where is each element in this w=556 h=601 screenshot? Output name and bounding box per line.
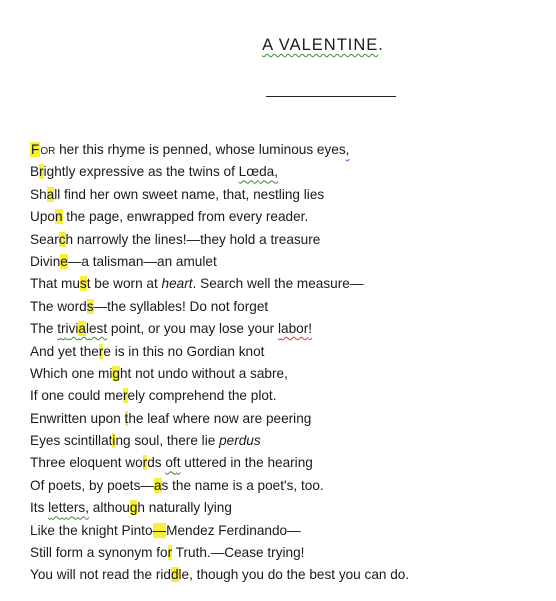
acrostic-highlight: — xyxy=(152,522,167,538)
acrostic-highlight: r xyxy=(167,545,173,561)
acrostic-highlight: r xyxy=(123,388,128,404)
acrostic-highlight: s xyxy=(86,298,94,314)
poem-line-19: Still form a synonym for Truth.—Cease trying! xyxy=(30,545,305,561)
poem-line-11: Which one might not undo without a sabre, xyxy=(30,365,288,381)
poem-line-14: Eyes scintillating soul, there lie perdus xyxy=(30,433,261,449)
poem-line-15: Three eloquent words oft uttered in the hearing xyxy=(30,455,313,471)
acrostic-highlight: a xyxy=(78,321,86,337)
acrostic-highlight: r xyxy=(142,455,148,471)
acrostic-highlight: a xyxy=(153,477,162,493)
poem-line-12: If one could merely comprehend the plot. xyxy=(30,388,277,404)
poem-line-9: The trivialest point, or you may lose your labor! xyxy=(30,321,313,337)
poem-title: A VALENTINE. xyxy=(262,36,384,54)
acrostic-highlight: r xyxy=(39,164,44,180)
poem-line-13: Enwritten upon the leaf where now are peering xyxy=(30,410,312,426)
acrostic-highlight: g xyxy=(129,500,138,516)
poem-line-8: The words—the syllables! Do not forget xyxy=(30,298,269,314)
poem-line-6: Divine—a talisman—an amulet xyxy=(30,253,217,269)
poem-line-16: Of poets, by poets—as the name is a poet's, too. xyxy=(30,477,324,493)
poem-line-5: Search narrowly the lines!—they hold a treasure xyxy=(30,231,321,247)
acrostic-highlight: i xyxy=(112,433,116,449)
poem-body xyxy=(30,139,540,587)
poem-line-4: Upon the page, enwrapped from every reader. xyxy=(30,209,309,225)
acrostic-highlight: a xyxy=(46,186,55,202)
poem-line-1: For her this rhyme is penned, whose luminous eyes, xyxy=(31,142,350,157)
acrostic-highlight: g xyxy=(112,365,120,381)
poem-line-20: You will not read the riddle, though you do the best you can do. xyxy=(30,567,410,583)
acrostic-highlight: d xyxy=(170,567,179,583)
acrostic-highlight: F xyxy=(31,142,40,157)
poem-line-10: And yet there is in this no Gordian knot xyxy=(30,343,265,359)
poem-line-17: Its letters, although naturally lying xyxy=(30,500,232,516)
acrostic-highlight: r xyxy=(98,343,104,359)
poem-line-18: Like the knight Pinto—Mendez Ferdinando— xyxy=(30,522,301,538)
poem-line-3: Shall find her own sweet name, that, nestling lies xyxy=(30,186,325,202)
acrostic-highlight: n xyxy=(54,209,63,225)
poem-line-7: That must be worn at heart. Search well the measure— xyxy=(30,276,364,292)
title-divider xyxy=(266,96,396,97)
acrostic-highlight: s xyxy=(79,276,87,292)
acrostic-highlight: c xyxy=(58,231,66,247)
acrostic-highlight: e xyxy=(60,253,68,269)
acrostic-highlight: t xyxy=(124,410,129,426)
poem-line-2: Brightly expressive as the twins of Lœda, xyxy=(30,164,278,180)
